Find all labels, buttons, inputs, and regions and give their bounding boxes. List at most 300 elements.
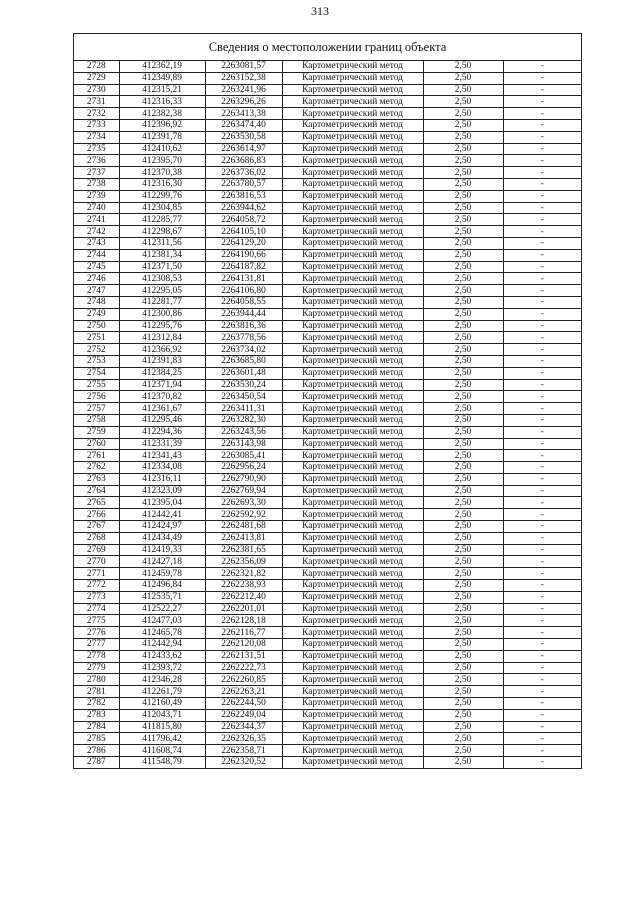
table-row (74, 84, 581, 96)
table-row (74, 686, 581, 698)
point-number-cell: 2759 (74, 426, 119, 438)
method-cell: Картометрический метод (282, 320, 423, 332)
y-coordinate-cell: 2262592,92 (205, 509, 282, 521)
y-coordinate-cell: 2263736,02 (205, 167, 282, 179)
table-row (74, 532, 581, 544)
x-coordinate-cell: 412261,79 (119, 686, 205, 698)
description-cell: - (503, 61, 581, 72)
accuracy-cell: 2,50 (423, 544, 503, 556)
method-cell: Картометрический метод (282, 733, 423, 745)
point-number-cell: 2780 (74, 674, 119, 686)
point-number-cell: 2732 (74, 108, 119, 120)
description-cell: - (503, 414, 581, 426)
description-cell: - (503, 627, 581, 639)
table-row (74, 143, 581, 155)
method-cell: Картометрический метод (282, 285, 423, 297)
method-cell: Картометрический метод (282, 249, 423, 261)
accuracy-cell: 2,50 (423, 580, 503, 592)
y-coordinate-cell: 2262344,37 (205, 721, 282, 733)
point-number-cell: 2747 (74, 285, 119, 297)
accuracy-cell: 2,50 (423, 308, 503, 320)
method-cell: Картометрический метод (282, 273, 423, 285)
method-cell: Картометрический метод (282, 650, 423, 662)
x-coordinate-cell: 412160,49 (119, 698, 205, 710)
y-coordinate-cell: 2263296,26 (205, 96, 282, 108)
accuracy-cell: 2,50 (423, 698, 503, 710)
point-number-cell: 2762 (74, 462, 119, 474)
x-coordinate-cell: 412312,84 (119, 332, 205, 344)
y-coordinate-cell: 2262481,68 (205, 521, 282, 533)
accuracy-cell: 2,50 (423, 96, 503, 108)
x-coordinate-cell: 412434,49 (119, 532, 205, 544)
x-coordinate-cell: 412442,94 (119, 639, 205, 651)
table-row (74, 214, 581, 226)
table-row (74, 450, 581, 462)
accuracy-cell: 2,50 (423, 745, 503, 757)
table-row (74, 261, 581, 273)
point-number-cell: 2774 (74, 603, 119, 615)
method-cell: Картометрический метод (282, 438, 423, 450)
description-cell: - (503, 96, 581, 108)
point-number-cell: 2781 (74, 686, 119, 698)
y-coordinate-cell: 2262212,40 (205, 591, 282, 603)
point-number-cell: 2738 (74, 178, 119, 190)
y-coordinate-cell: 2262356,09 (205, 556, 282, 568)
accuracy-cell: 2,50 (423, 639, 503, 651)
description-cell: - (503, 273, 581, 285)
method-cell: Картометрический метод (282, 131, 423, 143)
method-cell: Картометрический метод (282, 462, 423, 474)
table-row (74, 721, 581, 733)
point-number-cell: 2783 (74, 709, 119, 721)
point-number-cell: 2758 (74, 414, 119, 426)
accuracy-cell: 2,50 (423, 214, 503, 226)
y-coordinate-cell: 2263780,57 (205, 178, 282, 190)
x-coordinate-cell: 412316,33 (119, 96, 205, 108)
description-cell: - (503, 639, 581, 651)
point-number-cell: 2778 (74, 650, 119, 662)
accuracy-cell: 2,50 (423, 591, 503, 603)
point-number-cell: 2741 (74, 214, 119, 226)
accuracy-cell: 2,50 (423, 733, 503, 745)
table-row (74, 96, 581, 108)
accuracy-cell: 2,50 (423, 509, 503, 521)
point-number-cell: 2777 (74, 639, 119, 651)
y-coordinate-cell: 2262249,04 (205, 709, 282, 721)
table-row (74, 473, 581, 485)
y-coordinate-cell: 2263450,54 (205, 391, 282, 403)
accuracy-cell: 2,50 (423, 190, 503, 202)
point-number-cell: 2754 (74, 367, 119, 379)
x-coordinate-cell: 412043,71 (119, 709, 205, 721)
point-number-cell: 2733 (74, 119, 119, 131)
y-coordinate-cell: 2262260,85 (205, 674, 282, 686)
x-coordinate-cell: 412281,77 (119, 296, 205, 308)
method-cell: Картометрический метод (282, 473, 423, 485)
accuracy-cell: 2,50 (423, 568, 503, 580)
method-cell: Картометрический метод (282, 497, 423, 509)
accuracy-cell: 2,50 (423, 757, 503, 768)
y-coordinate-cell: 2264190,66 (205, 249, 282, 261)
y-coordinate-cell: 2262381,65 (205, 544, 282, 556)
point-number-cell: 2787 (74, 757, 119, 768)
table-row (74, 61, 581, 72)
table-row (74, 108, 581, 120)
y-coordinate-cell: 2263816,53 (205, 190, 282, 202)
method-cell: Картометрический метод (282, 237, 423, 249)
y-coordinate-cell: 2262790,90 (205, 473, 282, 485)
accuracy-cell: 2,50 (423, 686, 503, 698)
method-cell: Картометрический метод (282, 108, 423, 120)
y-coordinate-cell: 2263143,98 (205, 438, 282, 450)
accuracy-cell: 2,50 (423, 603, 503, 615)
point-number-cell: 2761 (74, 450, 119, 462)
x-coordinate-cell: 412331,39 (119, 438, 205, 450)
description-cell: - (503, 190, 581, 202)
x-coordinate-cell: 412477,03 (119, 615, 205, 627)
method-cell: Картометрический метод (282, 355, 423, 367)
description-cell: - (503, 202, 581, 214)
description-cell: - (503, 686, 581, 698)
point-number-cell: 2770 (74, 556, 119, 568)
method-cell: Картометрический метод (282, 521, 423, 533)
method-cell: Картометрический метод (282, 214, 423, 226)
table-row (74, 379, 581, 391)
accuracy-cell: 2,50 (423, 61, 503, 72)
accuracy-cell: 2,50 (423, 556, 503, 568)
y-coordinate-cell: 2262326,35 (205, 733, 282, 745)
description-cell: - (503, 485, 581, 497)
y-coordinate-cell: 2264106,80 (205, 285, 282, 297)
description-cell: - (503, 72, 581, 84)
accuracy-cell: 2,50 (423, 450, 503, 462)
point-number-cell: 2763 (74, 473, 119, 485)
description-cell: - (503, 214, 581, 226)
y-coordinate-cell: 2264187,82 (205, 261, 282, 273)
description-cell: - (503, 261, 581, 273)
table-row (74, 355, 581, 367)
table-row (74, 178, 581, 190)
x-coordinate-cell: 412371,50 (119, 261, 205, 273)
y-coordinate-cell: 2262263,21 (205, 686, 282, 698)
description-cell: - (503, 226, 581, 238)
y-coordinate-cell: 2262413,81 (205, 532, 282, 544)
description-cell: - (503, 733, 581, 745)
point-number-cell: 2756 (74, 391, 119, 403)
x-coordinate-cell: 412361,67 (119, 403, 205, 415)
x-coordinate-cell: 412334,08 (119, 462, 205, 474)
point-number-cell: 2750 (74, 320, 119, 332)
x-coordinate-cell: 412298,67 (119, 226, 205, 238)
y-coordinate-cell: 2262222,73 (205, 662, 282, 674)
table-title: Сведения о местоположении границ объекта (74, 34, 581, 61)
accuracy-cell: 2,50 (423, 497, 503, 509)
y-coordinate-cell: 2262201,01 (205, 603, 282, 615)
description-cell: - (503, 332, 581, 344)
y-coordinate-cell: 2262321,82 (205, 568, 282, 580)
y-coordinate-cell: 2263778,56 (205, 332, 282, 344)
accuracy-cell: 2,50 (423, 709, 503, 721)
point-number-cell: 2773 (74, 591, 119, 603)
x-coordinate-cell: 412370,82 (119, 391, 205, 403)
x-coordinate-cell: 412349,89 (119, 72, 205, 84)
method-cell: Картометрический метод (282, 745, 423, 757)
table-row (74, 167, 581, 179)
method-cell: Картометрический метод (282, 261, 423, 273)
accuracy-cell: 2,50 (423, 108, 503, 120)
y-coordinate-cell: 2262131,51 (205, 650, 282, 662)
description-cell: - (503, 119, 581, 131)
y-coordinate-cell: 2263243,56 (205, 426, 282, 438)
description-cell: - (503, 650, 581, 662)
point-number-cell: 2760 (74, 438, 119, 450)
table-row (74, 757, 581, 768)
point-number-cell: 2764 (74, 485, 119, 497)
accuracy-cell: 2,50 (423, 296, 503, 308)
method-cell: Картометрический метод (282, 426, 423, 438)
point-number-cell: 2748 (74, 296, 119, 308)
x-coordinate-cell: 412370,38 (119, 167, 205, 179)
accuracy-cell: 2,50 (423, 391, 503, 403)
description-cell: - (503, 367, 581, 379)
accuracy-cell: 2,50 (423, 438, 503, 450)
method-cell: Картометрический метод (282, 450, 423, 462)
y-coordinate-cell: 2263530,24 (205, 379, 282, 391)
description-cell: - (503, 167, 581, 179)
method-cell: Картометрический метод (282, 639, 423, 651)
method-cell: Картометрический метод (282, 332, 423, 344)
description-cell: - (503, 426, 581, 438)
x-coordinate-cell: 412391,83 (119, 355, 205, 367)
table-row (74, 591, 581, 603)
description-cell: - (503, 438, 581, 450)
method-cell: Картометрический метод (282, 686, 423, 698)
x-coordinate-cell: 412346,28 (119, 674, 205, 686)
x-coordinate-cell: 412535,71 (119, 591, 205, 603)
description-cell: - (503, 237, 581, 249)
description-cell: - (503, 556, 581, 568)
accuracy-cell: 2,50 (423, 615, 503, 627)
table-row (74, 285, 581, 297)
x-coordinate-cell: 411608,74 (119, 745, 205, 757)
x-coordinate-cell: 412362,19 (119, 61, 205, 72)
accuracy-cell: 2,50 (423, 261, 503, 273)
x-coordinate-cell: 412315,21 (119, 84, 205, 96)
accuracy-cell: 2,50 (423, 202, 503, 214)
table-row (74, 414, 581, 426)
description-cell: - (503, 757, 581, 768)
method-cell: Картометрический метод (282, 72, 423, 84)
y-coordinate-cell: 2263530,58 (205, 131, 282, 143)
method-cell: Картометрический метод (282, 580, 423, 592)
point-number-cell: 2768 (74, 532, 119, 544)
description-cell: - (503, 473, 581, 485)
table-row (74, 249, 581, 261)
table-row (74, 556, 581, 568)
y-coordinate-cell: 2262128,18 (205, 615, 282, 627)
description-cell: - (503, 403, 581, 415)
y-coordinate-cell: 2263734,02 (205, 344, 282, 356)
y-coordinate-cell: 2264058,55 (205, 296, 282, 308)
y-coordinate-cell: 2262956,24 (205, 462, 282, 474)
y-coordinate-cell: 2264058,72 (205, 214, 282, 226)
point-number-cell: 2729 (74, 72, 119, 84)
description-cell: - (503, 379, 581, 391)
table-row (74, 615, 581, 627)
y-coordinate-cell: 2262244,50 (205, 698, 282, 710)
table-row (74, 273, 581, 285)
y-coordinate-cell: 2263944,44 (205, 308, 282, 320)
description-cell: - (503, 532, 581, 544)
accuracy-cell: 2,50 (423, 332, 503, 344)
point-number-cell: 2753 (74, 355, 119, 367)
method-cell: Картометрический метод (282, 568, 423, 580)
method-cell: Картометрический метод (282, 178, 423, 190)
x-coordinate-cell: 412391,78 (119, 131, 205, 143)
description-cell: - (503, 178, 581, 190)
accuracy-cell: 2,50 (423, 167, 503, 179)
method-cell: Картометрический метод (282, 226, 423, 238)
table-row (74, 190, 581, 202)
table-row (74, 344, 581, 356)
table-row (74, 639, 581, 651)
y-coordinate-cell: 2263685,80 (205, 355, 282, 367)
x-coordinate-cell: 412442,41 (119, 509, 205, 521)
x-coordinate-cell: 412311,56 (119, 237, 205, 249)
table-row (74, 462, 581, 474)
method-cell: Картометрический метод (282, 143, 423, 155)
table-row (74, 497, 581, 509)
method-cell: Картометрический метод (282, 296, 423, 308)
description-cell: - (503, 674, 581, 686)
table-row (74, 745, 581, 757)
y-coordinate-cell: 2263413,38 (205, 108, 282, 120)
method-cell: Картометрический метод (282, 615, 423, 627)
y-coordinate-cell: 2263816,36 (205, 320, 282, 332)
table-row (74, 391, 581, 403)
table-row (74, 509, 581, 521)
table-row (74, 403, 581, 415)
description-cell: - (503, 603, 581, 615)
x-coordinate-cell: 412316,30 (119, 178, 205, 190)
point-number-cell: 2785 (74, 733, 119, 745)
x-coordinate-cell: 412285,77 (119, 214, 205, 226)
point-number-cell: 2746 (74, 273, 119, 285)
y-coordinate-cell: 2264131,81 (205, 273, 282, 285)
accuracy-cell: 2,50 (423, 237, 503, 249)
method-cell: Картометрический метод (282, 84, 423, 96)
accuracy-cell: 2,50 (423, 249, 503, 261)
description-cell: - (503, 544, 581, 556)
point-number-cell: 2730 (74, 84, 119, 96)
point-number-cell: 2752 (74, 344, 119, 356)
table-row (74, 674, 581, 686)
y-coordinate-cell: 2264129,20 (205, 237, 282, 249)
method-cell: Картометрический метод (282, 190, 423, 202)
point-number-cell: 2766 (74, 509, 119, 521)
x-coordinate-cell: 412522,27 (119, 603, 205, 615)
y-coordinate-cell: 2262116,77 (205, 627, 282, 639)
point-number-cell: 2776 (74, 627, 119, 639)
y-coordinate-cell: 2263614,97 (205, 143, 282, 155)
table-row (74, 155, 581, 167)
x-coordinate-cell: 412323,09 (119, 485, 205, 497)
y-coordinate-cell: 2262320,52 (205, 757, 282, 768)
method-cell: Картометрический метод (282, 379, 423, 391)
method-cell: Картометрический метод (282, 391, 423, 403)
accuracy-cell: 2,50 (423, 721, 503, 733)
x-coordinate-cell: 412299,76 (119, 190, 205, 202)
x-coordinate-cell: 412424,97 (119, 521, 205, 533)
accuracy-cell: 2,50 (423, 84, 503, 96)
point-number-cell: 2757 (74, 403, 119, 415)
description-cell: - (503, 84, 581, 96)
accuracy-cell: 2,50 (423, 178, 503, 190)
method-cell: Картометрический метод (282, 485, 423, 497)
point-number-cell: 2769 (74, 544, 119, 556)
x-coordinate-cell: 412410,62 (119, 143, 205, 155)
accuracy-cell: 2,50 (423, 414, 503, 426)
point-number-cell: 2786 (74, 745, 119, 757)
x-coordinate-cell: 412419,33 (119, 544, 205, 556)
accuracy-cell: 2,50 (423, 285, 503, 297)
accuracy-cell: 2,50 (423, 119, 503, 131)
coordinates-table (74, 61, 581, 768)
description-cell: - (503, 108, 581, 120)
y-coordinate-cell: 2264105,10 (205, 226, 282, 238)
x-coordinate-cell: 412295,05 (119, 285, 205, 297)
description-cell: - (503, 497, 581, 509)
point-number-cell: 2739 (74, 190, 119, 202)
accuracy-cell: 2,50 (423, 367, 503, 379)
point-number-cell: 2765 (74, 497, 119, 509)
x-coordinate-cell: 412295,46 (119, 414, 205, 426)
y-coordinate-cell: 2262769,94 (205, 485, 282, 497)
x-coordinate-cell: 412304,85 (119, 202, 205, 214)
y-coordinate-cell: 2262358,71 (205, 745, 282, 757)
y-coordinate-cell: 2262693,30 (205, 497, 282, 509)
point-number-cell: 2779 (74, 662, 119, 674)
point-number-cell: 2775 (74, 615, 119, 627)
table-row (74, 131, 581, 143)
x-coordinate-cell: 412295,76 (119, 320, 205, 332)
point-number-cell: 2736 (74, 155, 119, 167)
x-coordinate-cell: 412381,34 (119, 249, 205, 261)
accuracy-cell: 2,50 (423, 426, 503, 438)
method-cell: Картометрический метод (282, 721, 423, 733)
x-coordinate-cell: 411796,42 (119, 733, 205, 745)
accuracy-cell: 2,50 (423, 273, 503, 285)
accuracy-cell: 2,50 (423, 462, 503, 474)
point-number-cell: 2767 (74, 521, 119, 533)
table-row (74, 226, 581, 238)
x-coordinate-cell: 412308,53 (119, 273, 205, 285)
point-number-cell: 2731 (74, 96, 119, 108)
description-cell: - (503, 721, 581, 733)
accuracy-cell: 2,50 (423, 403, 503, 415)
point-number-cell: 2728 (74, 61, 119, 72)
description-cell: - (503, 320, 581, 332)
description-cell: - (503, 285, 581, 297)
description-cell: - (503, 249, 581, 261)
table-row (74, 296, 581, 308)
description-cell: - (503, 591, 581, 603)
x-coordinate-cell: 412316,11 (119, 473, 205, 485)
method-cell: Картометрический метод (282, 556, 423, 568)
y-coordinate-cell: 2263241,96 (205, 84, 282, 96)
accuracy-cell: 2,50 (423, 532, 503, 544)
x-coordinate-cell: 412395,70 (119, 155, 205, 167)
